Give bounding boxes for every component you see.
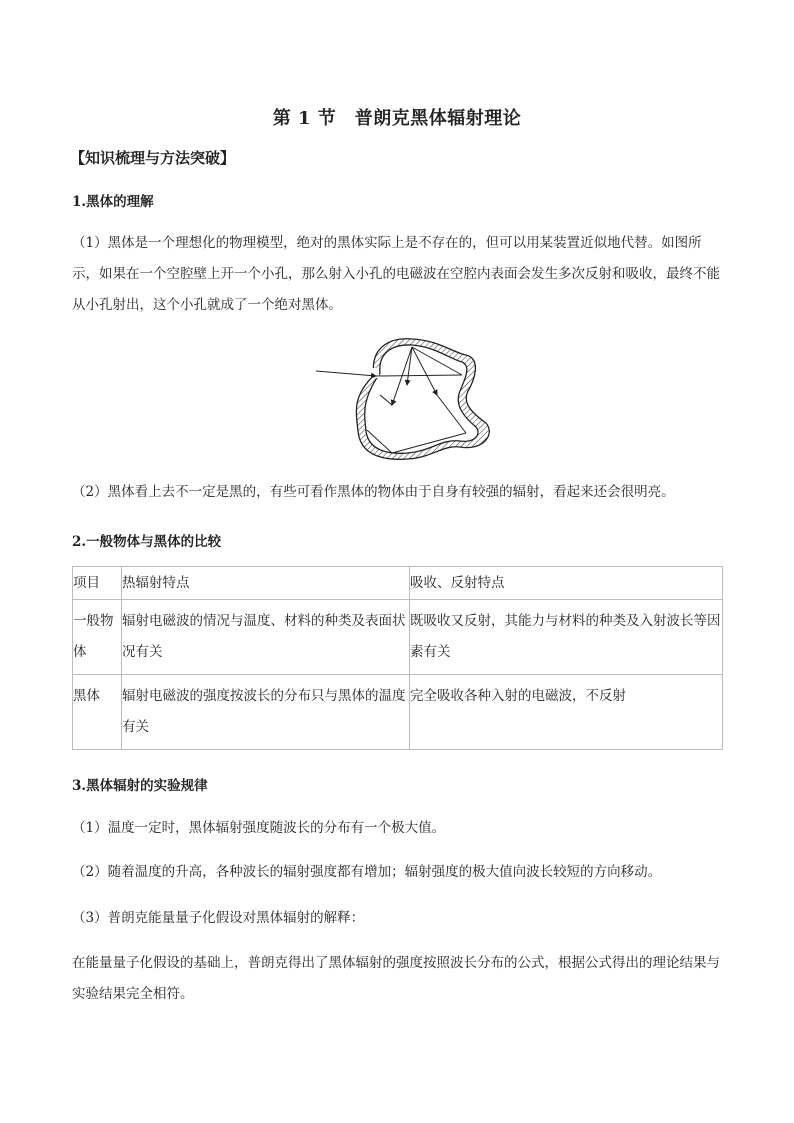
heading-comparison: 2.一般物体与黑体的比较 xyxy=(72,534,222,550)
table-cell: 既吸收又反射，其能力与材料的种类及入射波长等因素有关 xyxy=(410,600,723,675)
comparison-table xyxy=(72,566,723,750)
law-3: （3）普朗克能量量子化假设对黑体辐射的解释： xyxy=(72,910,365,926)
table-row xyxy=(73,600,723,675)
table-header-row xyxy=(73,567,723,600)
cavity-hole xyxy=(367,368,379,378)
heading-blackbody-understanding: 1.黑体的理解 xyxy=(72,194,154,210)
table-header-cell: 项目 xyxy=(73,567,122,600)
table-cell: 辐射电磁波的情况与温度、材料的种类及表面状况有关 xyxy=(122,600,410,675)
paragraph-blackbody-bright: （2）黑体看上去不一定是黑的，有些可看作黑体的物体由于自身有较强的辐射，看起来还会很明亮。 xyxy=(72,484,675,500)
cavity-blackbody-figure xyxy=(312,335,492,465)
heading-experimental-laws: 3.黑体辐射的实验规律 xyxy=(72,778,208,794)
law-1: （1）温度一定时，黑体辐射强度随波长的分布有一个极大值。 xyxy=(72,820,446,836)
planck-explanation: 在能量量子化假设的基础上，普朗克得出了黑体辐射的强度按照波长分布的公式，根据公式得出的理论结果与实验结果完全相符。 xyxy=(72,955,720,1002)
table-cell: 一般物体 xyxy=(73,600,122,675)
page-title: 第 1 节 普朗克黑体辐射理论 xyxy=(272,108,522,129)
table-cell: 黑体 xyxy=(73,675,122,750)
law-2: （2）随着温度的升高，各种波长的辐射强度都有增加；辐射强度的极大值向波长较短的方向移动。 xyxy=(72,864,662,880)
paragraph-blackbody-model: （1）黑体是一个理想化的物理模型，绝对的黑体实际上是不存在的，但可以用某装置近似地代替。如图所示，如果在一个空腔壁上开一个小孔，那么射入小孔的电磁波在空腔内表面会发生多次反射和吸收，最终不能从小孔射出，这个小孔就成了一个绝对黑体。 xyxy=(72,235,720,313)
table-cell: 辐射电磁波的强度按波长的分布只与黑体的温度有关 xyxy=(122,675,410,750)
section-header: 【知识梳理与方法突破】 xyxy=(70,149,236,167)
table-cell: 完全吸收各种入射的电磁波，不反射 xyxy=(410,675,723,750)
table-header-cell: 热辐射特点 xyxy=(122,567,410,600)
table-header-cell: 吸收、反射特点 xyxy=(410,567,723,600)
table-row xyxy=(73,675,723,750)
